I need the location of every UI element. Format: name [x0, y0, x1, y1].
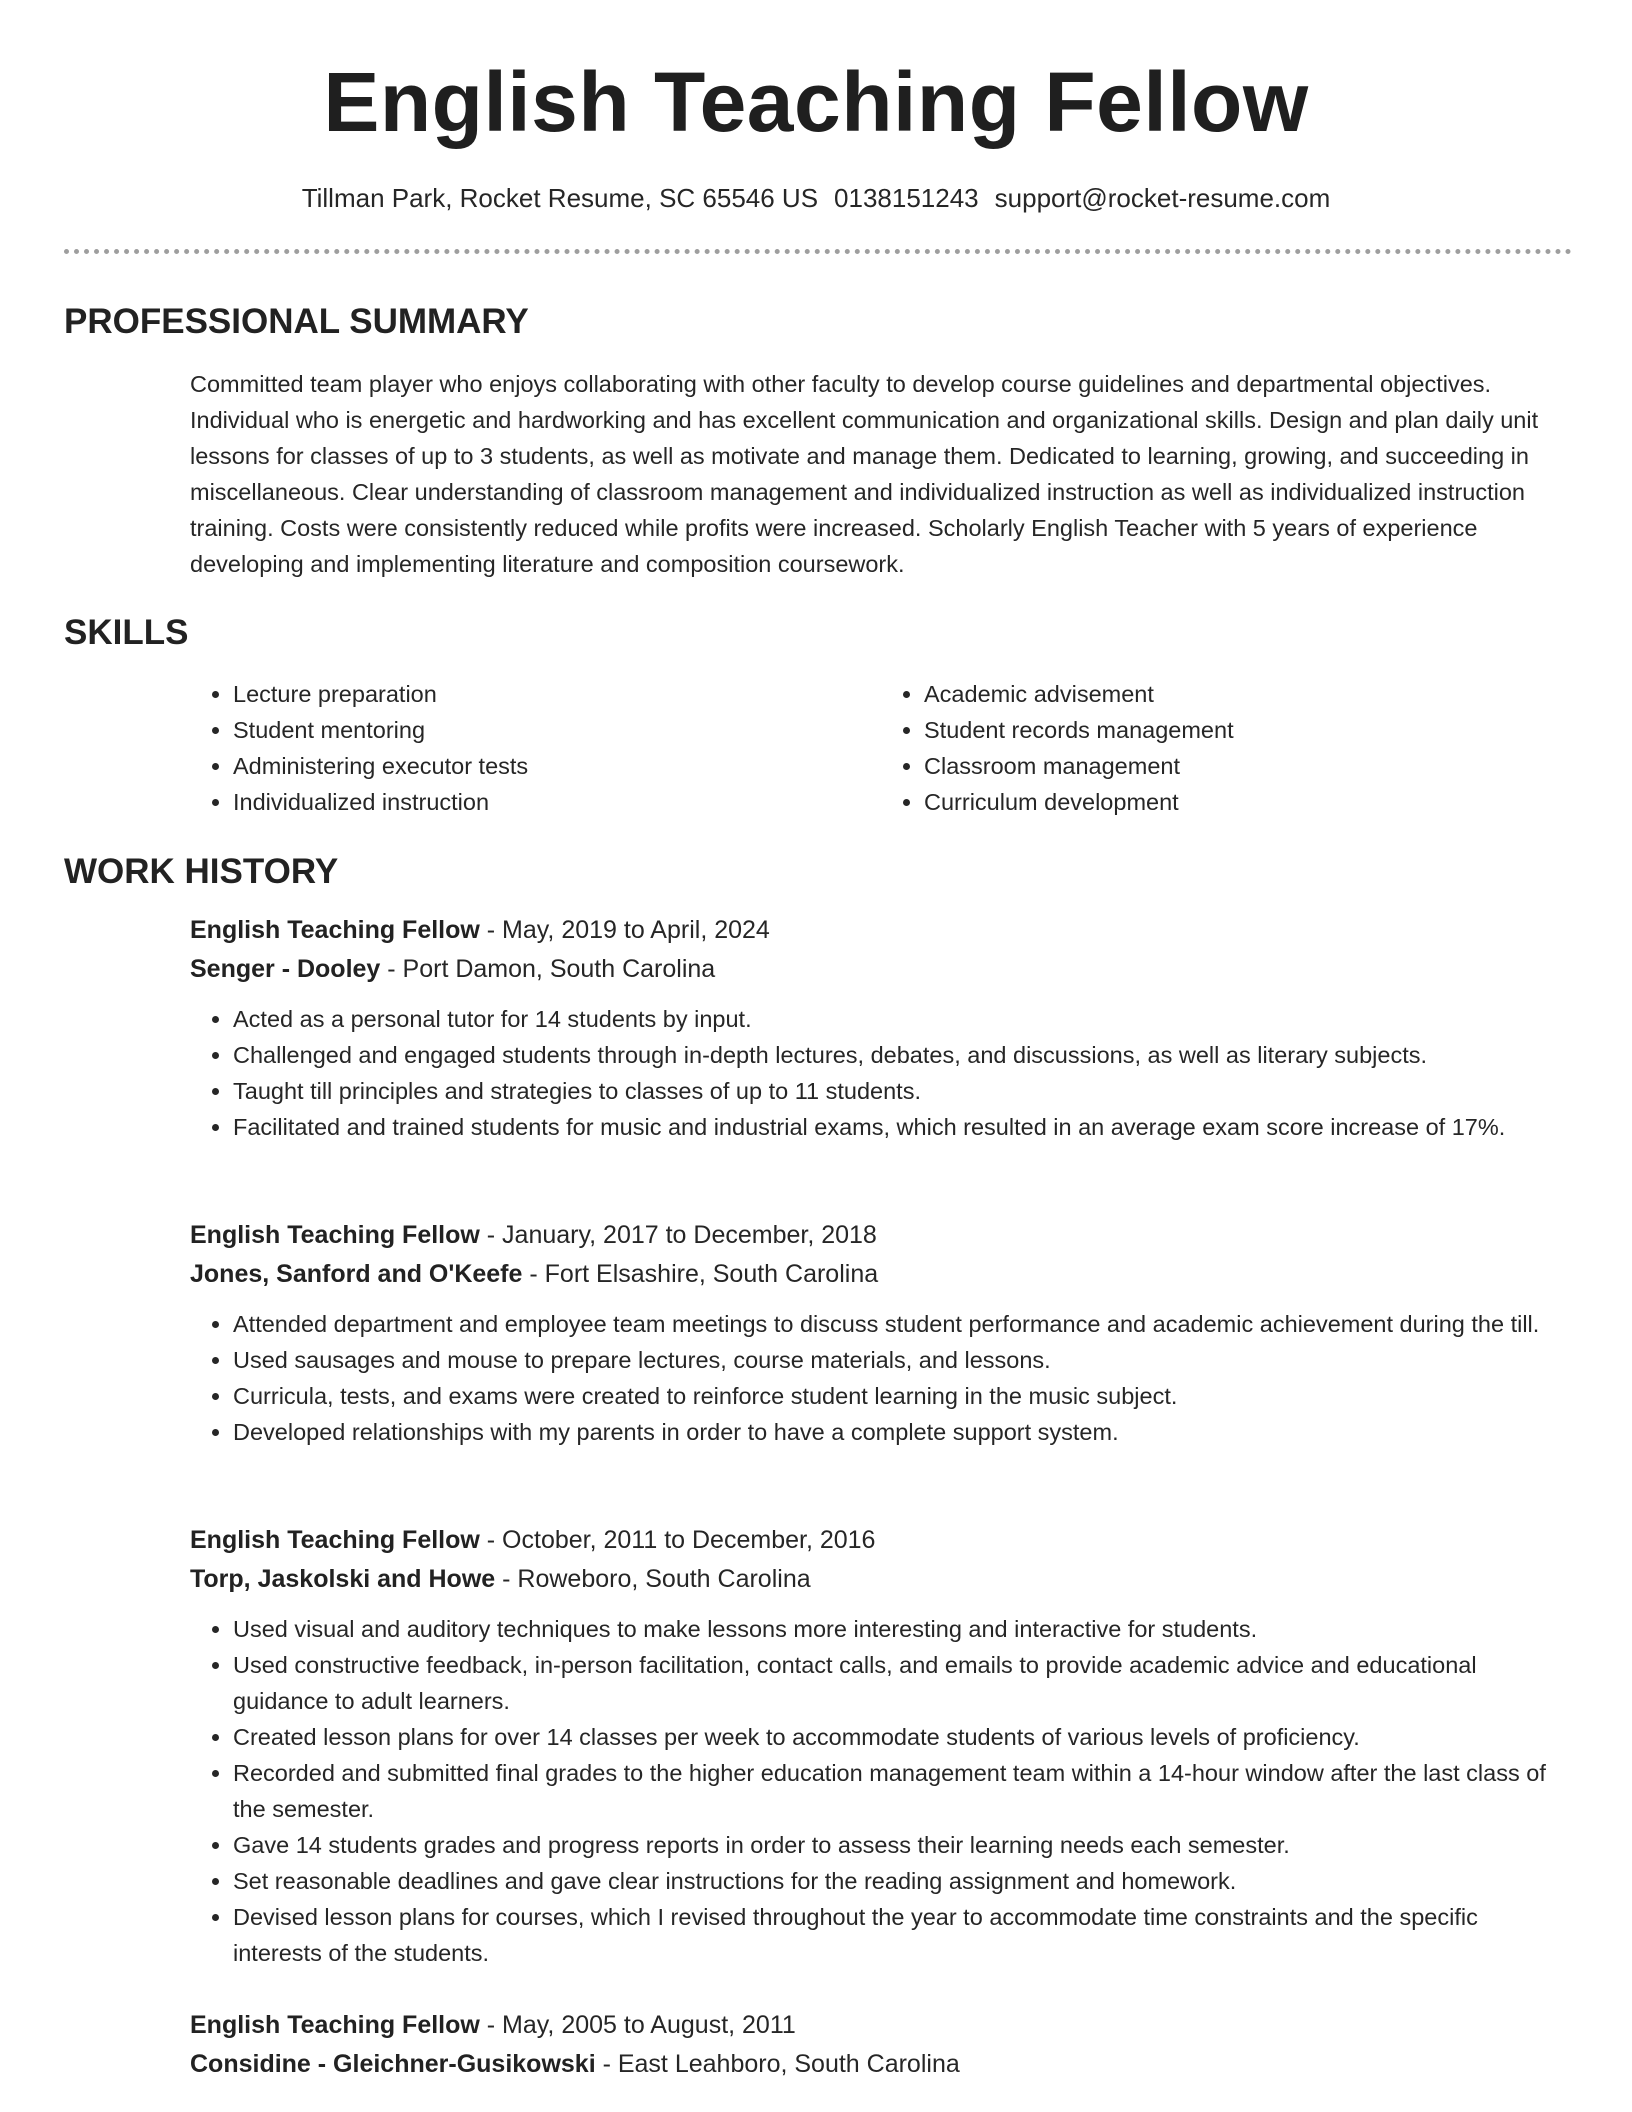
job-dates: - October, 2011 to December, 2016	[479, 1526, 876, 1554]
job-bullet: • Gave 14 students grades and progress reports in order to assess their learning needs each semester.	[233, 1827, 1572, 1863]
job-bullet: • Set reasonable deadlines and gave clear instructions for the reading assignment and homework.	[233, 1863, 1572, 1899]
skill-item: • Student mentoring	[233, 712, 881, 748]
job-role: English Teaching Fellow	[190, 1221, 480, 1249]
job-location: - East Leahboro, South Carolina	[595, 2050, 960, 2078]
job-company: Considine - Gleichner-Gusikowski	[190, 2050, 596, 2078]
job-bullet: • Acted as a personal tutor for 14 students by input.	[233, 1001, 1572, 1037]
job-bullet: • Devised lesson plans for courses, which I revised throughout the year to accommodate time constraints and the specific interests of the students.	[233, 1899, 1572, 1971]
job-entry	[190, 1216, 1572, 1450]
job-bullet: • Recorded and submitted final grades to the higher education management team within a 14-hour window after the last class of the semester.	[233, 1755, 1572, 1827]
job-bullet: • Used constructive feedback, in-person facilitation, contact calls, and emails to provide academic advice and educational guidance to adult learners.	[233, 1647, 1572, 1719]
skills-heading: SKILLS	[64, 613, 189, 652]
job-company: Torp, Jaskolski and Howe	[190, 1565, 496, 1593]
job-title-line	[190, 911, 1572, 950]
job-title-line	[190, 1216, 1572, 1255]
skill-item: • Individualized instruction	[233, 784, 881, 820]
job-entry	[190, 1521, 1572, 1971]
job-entry	[190, 2006, 1572, 2084]
job-bullet: • Challenged and engaged students through in-depth lectures, debates, and discussions, as well as literary subjects.	[233, 1037, 1572, 1073]
job-location: - Roweboro, South Carolina	[495, 1565, 811, 1593]
skill-item: • Curriculum development	[924, 784, 1572, 820]
summary-text: Committed team player who enjoys collaborating with other faculty to develop course guidelines and departmental objectives. Individual who is energetic and hardworking and has excellent communication and organizational skills. Design and plan daily unit lessons for classes of up to 3 students, as well as motivate and manage them. Dedicated to learning, growing, and succeeding in miscellaneous. Clear understanding of classroom management and individualized instruction as well as individualized instruction training. Costs were consistently reduced while profits were increased. Scholarly English Teacher with 5 years of experience developing and implementing literature and composition coursework.	[190, 371, 1539, 577]
job-bullets	[190, 1306, 1572, 1450]
job-bullet: • Created lesson plans for over 14 classes per week to accommodate students of various levels of proficiency.	[233, 1719, 1572, 1755]
job-bullets	[190, 1611, 1572, 1971]
job-bullet: • Used visual and auditory techniques to make lessons more interesting and interactive for students.	[233, 1611, 1572, 1647]
skills-column-right	[881, 676, 1572, 820]
job-company: Senger - Dooley	[190, 955, 381, 983]
job-dates: - May, 2019 to April, 2024	[479, 916, 770, 944]
job-role: English Teaching Fellow	[190, 1526, 480, 1554]
skill-item: • Lecture preparation	[233, 676, 881, 712]
job-dates: - May, 2005 to August, 2011	[479, 2011, 796, 2039]
job-location: - Fort Elsashire, South Carolina	[522, 1260, 879, 1288]
job-bullet: • Curricula, tests, and exams were created to reinforce student learning in the music subject.	[233, 1378, 1572, 1414]
header-divider	[64, 249, 1572, 254]
job-company-line	[190, 2045, 1572, 2084]
job-role: English Teaching Fellow	[190, 916, 480, 944]
contact-address: Tillman Park, Rocket Resume, SC 65546 US	[301, 183, 819, 213]
contact-email: support@rocket-resume.com	[994, 183, 1331, 213]
job-bullet: • Developed relationships with my parents in order to have a complete support system.	[233, 1414, 1572, 1450]
job-company-line	[190, 1255, 1572, 1294]
job-bullet: • Facilitated and trained students for music and industrial exams, which resulted in an average exam score increase of 17%.	[233, 1109, 1572, 1145]
contact-phone: 0138151243	[834, 183, 979, 213]
contact-line	[0, 180, 1632, 216]
job-location: - Port Damon, South Carolina	[380, 955, 716, 983]
job-bullet: • Used sausages and mouse to prepare lectures, course materials, and lessons.	[233, 1342, 1572, 1378]
job-dates: - January, 2017 to December, 2018	[479, 1221, 877, 1249]
resume-name: English Teaching Fellow	[323, 55, 1309, 149]
skills-list	[190, 676, 1572, 820]
job-bullet: • Taught till principles and strategies to classes of up to 11 students.	[233, 1073, 1572, 1109]
job-company: Jones, Sanford and O'Keefe	[190, 1260, 523, 1288]
job-company-line	[190, 1560, 1572, 1599]
skill-item: • Administering executor tests	[233, 748, 881, 784]
job-title-line	[190, 2006, 1572, 2045]
job-role: English Teaching Fellow	[190, 2011, 480, 2039]
job-bullets	[190, 1001, 1572, 1145]
job-bullet: • Attended department and employee team meetings to discuss student performance and academic achievement during the till.	[233, 1306, 1572, 1342]
skills-column-left	[190, 676, 881, 820]
work-history-heading: WORK HISTORY	[64, 852, 339, 891]
summary-heading: PROFESSIONAL SUMMARY	[64, 302, 529, 341]
job-company-line	[190, 950, 1572, 989]
skill-item: • Classroom management	[924, 748, 1572, 784]
job-title-line	[190, 1521, 1572, 1560]
skill-item: • Student records management	[924, 712, 1572, 748]
skill-item: • Academic advisement	[924, 676, 1572, 712]
job-entry	[190, 911, 1572, 1145]
